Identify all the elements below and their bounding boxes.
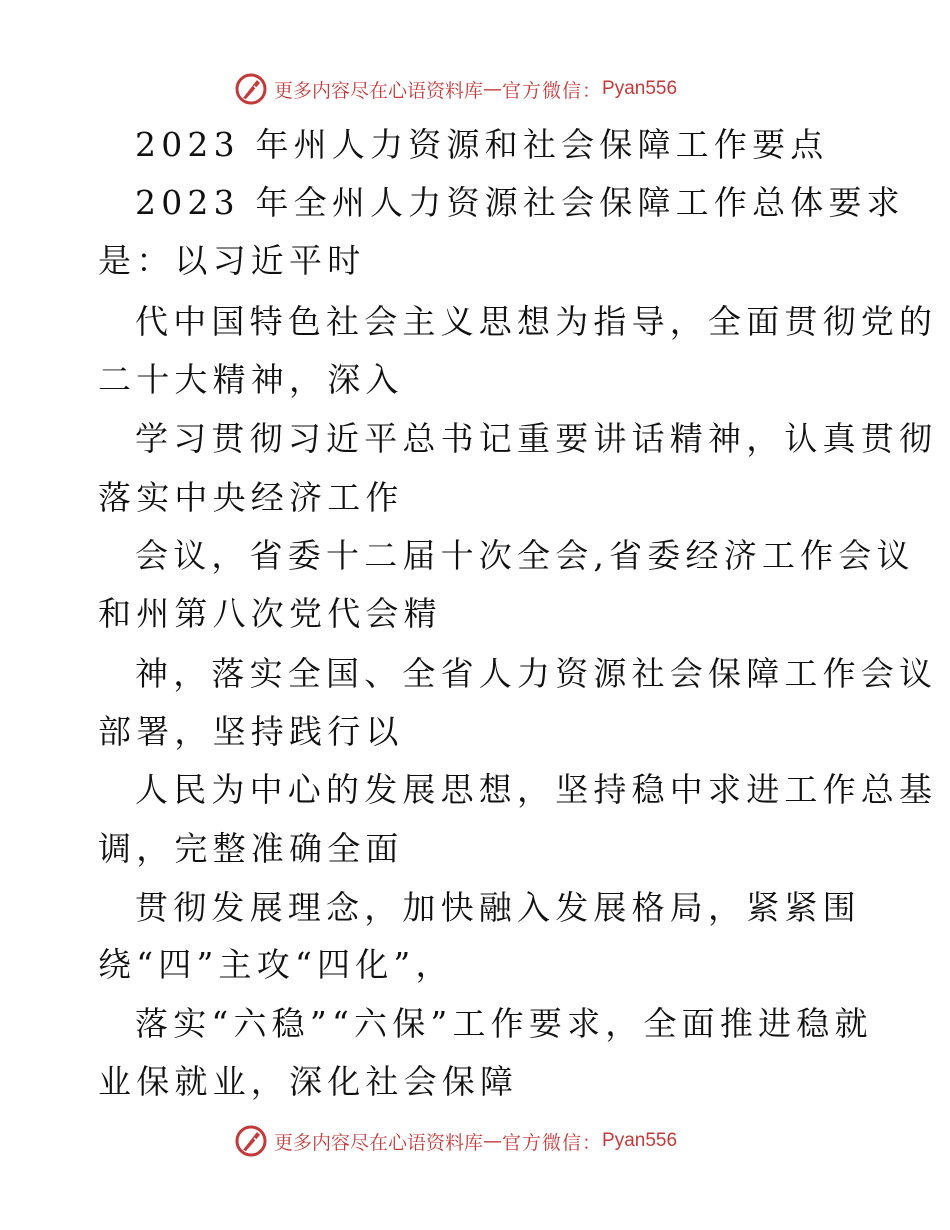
text-line: 人民为中心的发展思想，坚持稳中求进工作总基 <box>135 770 938 809</box>
text-line: 和州第八次党代会精 <box>98 594 442 633</box>
text-line: 是：以习近平时 <box>98 241 366 280</box>
text-line: 部署，坚持践行以 <box>98 712 404 751</box>
text-line: 调，完整准确全面 <box>98 829 404 868</box>
header-watermark <box>234 72 677 106</box>
text-line: 2023 年全州人力资源社会保障工作总体要求 <box>135 183 905 222</box>
footer-watermark <box>234 1124 677 1158</box>
text-line: 绕“四”主攻“四化”， <box>98 945 454 984</box>
text-line: 代中国特色社会主义思想为指导，全面贯彻党的 <box>135 302 938 341</box>
watermark-id: Pyan556 <box>602 78 678 99</box>
doc-title: 2023 年州人力资源和社会保障工作要点 <box>135 125 829 164</box>
text-line: 二十大精神，深入 <box>98 360 404 399</box>
watermark-brand: 更多内容尽在心语资料库 <box>274 1131 484 1154</box>
text-line: 落实“六稳”“六保”工作要求，全面推进稳就 <box>135 1004 873 1043</box>
text-line: 学习贯彻习近平总书记重要讲话精神，认真贯彻 <box>135 419 938 458</box>
watermark-dash: — <box>483 78 503 100</box>
watermark-brand: 更多内容尽在心语资料库 <box>274 79 484 102</box>
text-line: 落实中央经济工作 <box>98 478 404 517</box>
text-line: 业保就业，深化社会保障 <box>98 1062 519 1101</box>
quill-logo-icon <box>234 72 268 106</box>
quill-logo-icon <box>234 1124 268 1158</box>
watermark-contact: 官方微信： <box>502 79 603 102</box>
watermark-contact: 官方微信： <box>502 1131 603 1154</box>
watermark-id: Pyan556 <box>602 1130 678 1151</box>
text-line: 贯彻发展理念，加快融入发展格局，紧紧围 <box>135 888 861 927</box>
text-line: 神，落实全国、全省人力资源社会保障工作会议 <box>135 654 938 693</box>
text-line: 会议，省委十二届十次全会,省委经济工作会议 <box>135 536 915 575</box>
watermark-dash: — <box>483 1130 503 1152</box>
